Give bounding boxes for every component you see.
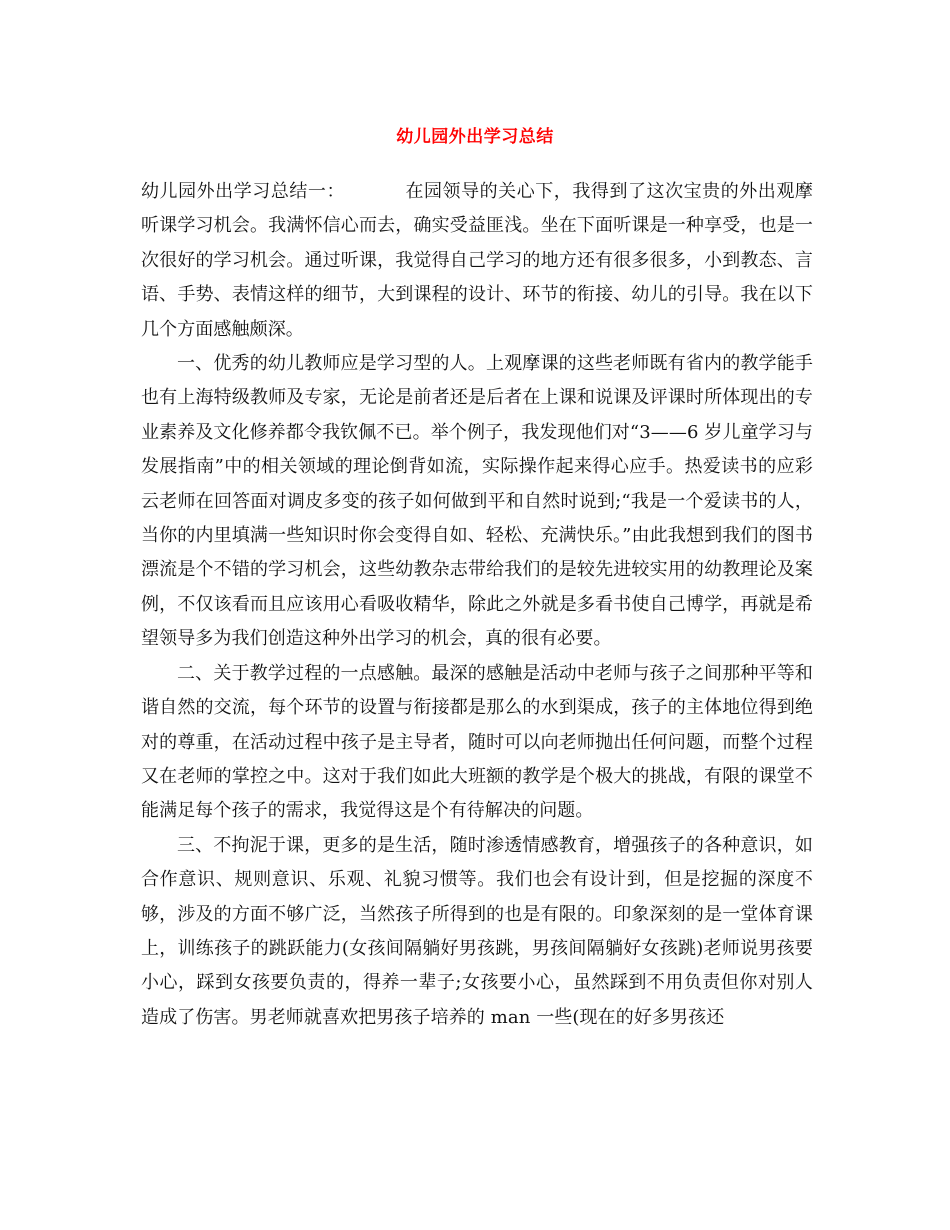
paragraph-3: 三、不拘泥于课，更多的是生活，随时渗透情感教育，增强孩子的各种意识，如合作意识、规则意识、乐观、礼貌习惯等。我们也会有设计到，但是挖掘的深度不够，涉及的方面不够广泛，当然孩子所得到的也是有限的。印象深刻的是一堂体育课上，训练孩子的跳跃能力(女孩间隔躺好男孩跳，男孩间隔躺好女孩跳)老师说男孩要小心，踩到女孩要负责的，得养一辈子;女孩要小心，虽然踩到不用负责但你对别人造成了伤害。男老师就喜欢把男孩子培养的 man 一些(现在的好多男孩还 <box>141 834 813 1028</box>
paragraph-2: 二、关于教学过程的一点感触。最深的感触是活动中老师与孩子之间那种平等和谐自然的交流，每个环节的设置与衔接都是那么的水到渠成，孩子的主体地位得到绝对的尊重，在活动过程中孩子是主导者，随时可以向老师抛出任何问题，而整个过程又在老师的掌控之中。这对于我们如此大班额的教学是个极大的挑战，有限的课堂不能满足每个孩子的需求，我觉得这是个有待解决的问题。 <box>141 662 813 822</box>
document-body <box>141 175 813 1035</box>
paragraph-text: 在园领导的关心下，我得到了这次宝贵的外出观摩听课学习机会。我满怀信心而去，确实受益匪浅。坐在下面听课是一种享受，也是一次很好的学习机会。通过听课，我觉得自己学习的地方还有很多很多，小到教态、言语、手势、表情这样的细节，大到课程的设计、环节的衔接、幼儿的引导。我在以下几个方面感触颇深。 <box>141 181 813 340</box>
paragraph-intro <box>141 175 813 347</box>
intro-label: 幼儿园外出学习总结一： <box>141 181 345 202</box>
document-title: 幼儿园外出学习总结 <box>396 127 554 147</box>
paragraph-1: 一、优秀的幼儿教师应是学习型的人。上观摩课的这些老师既有省内的教学能手也有上海特级教师及专家，无论是前者还是后者在上课和说课及评课时所体现出的专业素养及文化修养都令我钦佩不已。举个例子，我发现他们对“3——6 岁儿童学习与发展指南”中的相关领域的理论倒背如流，实际操作起来得心应手。热爱读书的应彩云老师在回答面对调皮多变的孩子如何做到平和自然时说到;“我是一个爱读书的人，当你的内里填满一些知识时你会变得自如、轻松、充满快乐。”由此我想到我们的图书漂流是个不错的学习机会，这些幼教杂志带给我们的是较先进较实用的幼教理论及案例，不仅该看而且应该用心看吸收精华，除此之外就是多看书使自己博学，再就是希望领导多为我们创造这种外出学习的机会，真的很有必要。 <box>141 353 813 650</box>
